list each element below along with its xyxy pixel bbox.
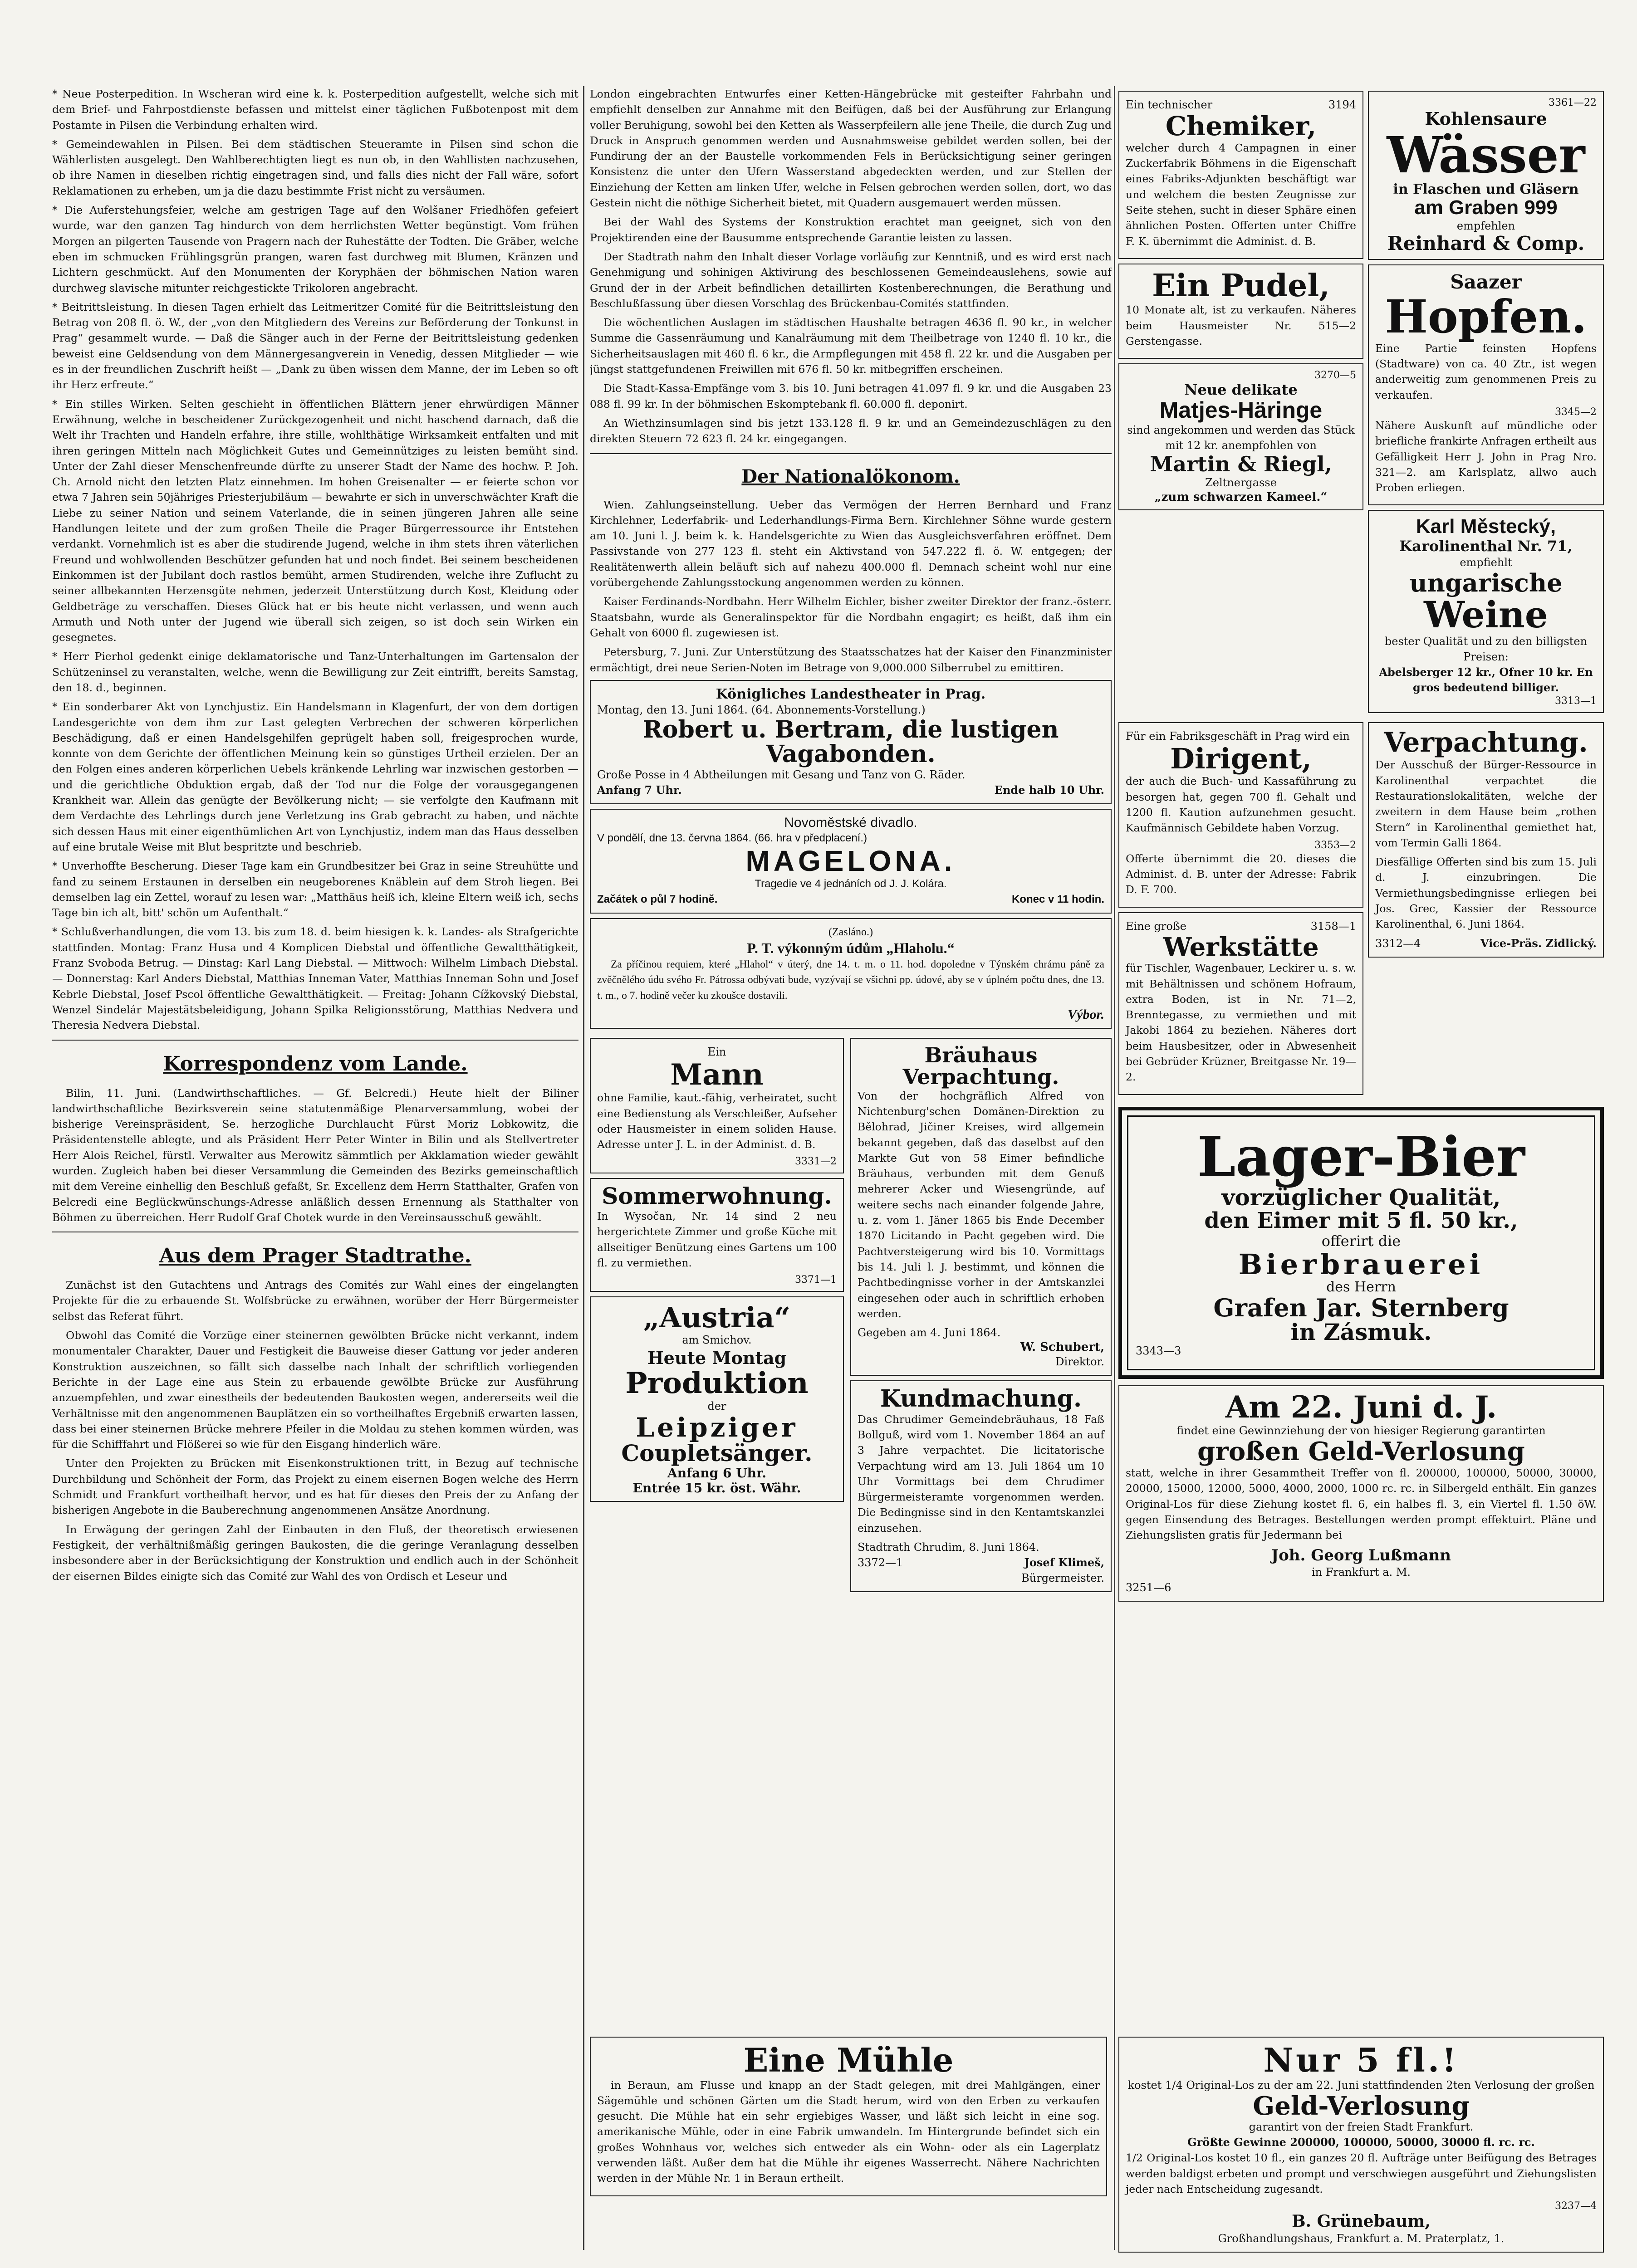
- ad-text: in Frankfurt a. M.: [1311, 1566, 1411, 1579]
- ad-title: P. T. výkonným údům „Hlaholu.“: [747, 940, 955, 957]
- ad-number: 3251—6: [1126, 1581, 1171, 1594]
- ad-text: Eine Partie feinsten Hopfens (Stadtware) von ca. 40 Ztr., ist wegen anderweitig zum genommenen Preis zu verkaufen.: [1375, 342, 1597, 401]
- news-paragraph: Bei der Wahl des Systems der Konstruktion erachtet man geeignet, sich von den Projektirenden eine der Bausumme entsprechende Garantie leisten zu lassen.: [590, 215, 1112, 244]
- sommer-ad: [590, 1178, 844, 1292]
- news-paragraph: * Beitrittsleistung. In diesen Tagen erhielt das Leitmeritzer Comité für die Beitrittsleistung den Betrag von 208 fl. ö. W., der „von den Mitgliedern des Vereins zur Beförderung der Tonkunst in Prag“ gesammelt wurde. — Daß die Sänger auch in der Ferne der Beitrittsleistung gedenken beweist eine Geldsendung von dem Männergesangverein in Venedig, dessen Mitglieder — wie es in der freundlichen Zuschrift heißt — „Dank zu üben wissen dem Manne, der im Leben so oft ihr Herz erfreute.“: [52, 300, 578, 391]
- ad-title: Lager-Bier: [1197, 1124, 1525, 1189]
- ad-text: welcher durch 4 Campagnen in einer Zuckerfabrik Böhmens in die Eigenschaft eines Fabriks-Adjunkten beschäftigt war und welchem die besten Zeugnisse zur Seite stehen, sucht in dieser Sphäre einen ähnlichen Posten. Offerten unter Chiffre F. K. übernimmt die Administ. d. B.: [1126, 141, 1356, 248]
- section-heading: Korrespondenz vom Lande.: [163, 1052, 468, 1075]
- austria-ad: [590, 1296, 844, 1502]
- ad-text: Offerte übernimmt die 20. dieses die Administ. d. B. unter der Adresse: Fabrik D. F. 700.: [1126, 852, 1356, 896]
- mann-ad: [590, 1038, 844, 1173]
- ad-number: 3313—1: [1555, 695, 1597, 707]
- ad-title: Produktion: [625, 1366, 809, 1401]
- ad-text: Saazer: [1450, 270, 1522, 293]
- news-paragraph: * Ein stilles Wirken. Selten geschieht in öffentlichen Blättern jener ehrwürdigen Männer Erwähnung, welche in bescheidener Zurückgezogenheit und nicht haschend darnach, daß die Welt ihr Trachten und Handeln erfahre, ihre stille, wohlthätige Wirksamkeit entfalten und mit ihren geringen Mitteln nach Möglichkeit Gutes und Gemeinnütziges zu leisten bemüht sind. Unter der Zahl dieser Menschenfreunde dürfte zu unserer Stadt der Name des hochw. P. Joh. Ch. Arnold nicht den letzten Platz einnehmen. Im hohen Greisenalter — er feierte schon vor etwa 7 Jahren sein 50jähriges Priesterjubiläum — bewahrte er sich in unverschwächter Kraft die Liebe zu seiner Nation und seinem Vaterlande, die in seinen jüngeren Jahren alle seine Handlungen leitete und der zum großen Theile die Prager Bürgerressource ihr Entstehen verdankt. Vornehmlich ist es aber die studirende Jugend, welche in ihm stets ihren väterlichen Freund und wohlwollenden Beschützer gefunden hat und noch findet. Bei seinem bescheidenen Einkommen ist der Jubilant doch rastlos bemüht, armen Studirenden, welche ihre Zuflucht zu seiner allbekannten Herzensgüte nehmen, jederzeit Unterstützung durch Kost, Kleidung oder Geldbeträge zu verschaffen. Dieses Glück hat er bis heute nicht verlassen, und wenn auch Armuth und Noth unter der Jugend wie überall sich zeigen, so ist doch sein Wirken ein gesegnetes.: [52, 397, 578, 644]
- news-paragraph: Unter den Projekten zu Brücken mit Eisenkonstruktionen tritt, in Bezug auf technische Durchbildung und Schönheit der Form, das Projekt zu einem eisernen Bogen welche des Herrn Schmidt und Frankfurt vortheilhaft hervor, und es hat für dieses den Preis der zu Anfang der bisherigen Angebote in die Bauberechnung angenommenen Ansätze Anordnung.: [52, 1457, 578, 1517]
- ad-number: 3361—22: [1549, 97, 1597, 108]
- ad-number: 3270—5: [1314, 370, 1356, 381]
- ad-text: Konec v 11 hodin.: [1011, 893, 1104, 906]
- ad-title: Mann: [670, 1058, 764, 1092]
- weine-ad: [1368, 510, 1604, 713]
- news-paragraph: * Die Auferstehungsfeier, welche am gestrigen Tage auf den Wolšaner Friedhöfen gefeiert wurde, war den ganzen Tag hindurch von dem herrlichsten Wetter begünstigt. Vom frühen Morgen an pilgerten Tausende von Pragern nach der Ruhestätte der Todten. Die Gräber, welche eben im schmucken Frühlingsgrün prangen, waren fast durchweg mit Blumen, Kränzen und Lichtern geschmückt. Auf den Monumenten der Koryphäen der böhmischen Nation waren durchweg slavische mitunter reichgestickte Trikoloren angebracht.: [52, 204, 578, 294]
- divider: [590, 453, 1112, 454]
- ad-text: Stadtrath Chrudim, 8. Juni 1864.: [858, 1541, 1039, 1554]
- lager-bier-ad: [1118, 1107, 1604, 1379]
- ad-text: Diesfällige Offerten sind bis zum 15. Juli d. J. einzubringen. Die Vermiethungsbedingnisse erliegen bei Jos. Grec, Kassier der Ressource Karolinenthal, 6. Juni 1864.: [1375, 855, 1597, 931]
- ad-text: statt, welche in ihrer Gesammtheit Treffer von fl. 200000, 100000, 50000, 30000, 20000, 15000, 12000, 5000, 4000, 2000, 1000 rc. rc. in Silbergeld enthält. Ein ganzes Original-Los für diese Ziehung kostet fl. 6, ein halbes fl. 3, ein Viertel fl. 1.50 öW. gegen Einsendung des Betrages. Bestellungen werden prompt effektuirt. Pläne und Ziehungslisten gratis für Jedermann bei: [1126, 1466, 1597, 1542]
- ad-title: in Zásmuk.: [1290, 1319, 1432, 1346]
- ad-text: Entrée 15 kr. öst. Währ.: [632, 1480, 801, 1496]
- ad-text: Kohlensaure: [1425, 108, 1547, 129]
- news-paragraph: * Schlußverhandlungen, die vom 13. bis zum 18. d. beim hiesigen k. k. Landes- als Strafgerichte stattfinden. Montag: Franz Husa und 4 Komplicen Diebstal und öffentliche Gewaltthätigkeit, Franz Svoboda Betrug. — Dinstag: Karl Lang Diebstal. — Mittwoch: Wilhelm Limbach Diebstal. — Donnerstag: Karl Anders Diebstal, Matthias Inneman Vater, Matthias Inneman Sohn und Josef Kebrle Diebstal, Josef Pscol öffentliche Gewaltthätigkeit. — Freitag: Johann Cížkovský Diebstal, Wenzel Sindelár Majestätsbeleidigung, Johann Spilka Religionsstörung, Matthias Nedvera und Theresia Nedvera Diebstal.: [52, 925, 578, 1032]
- ad-title: Robert u. Bertram, die lustigen Vagabonden.: [642, 715, 1059, 768]
- ad-title: (Zasláno.): [828, 926, 873, 938]
- ad-text: Ende halb 10 Uhr.: [994, 783, 1104, 797]
- ad-text: Größte Gewinne 200000, 100000, 50000, 30000 fl. rc. rc.: [1187, 2136, 1535, 2149]
- ad-text: Für ein Fabriksgeschäft in Prag wird ein: [1126, 730, 1350, 743]
- ad-text: empfehlen: [1456, 219, 1515, 232]
- werkstatte-ad: [1118, 912, 1363, 1095]
- ad-text: der auch die Buch- und Kassaführung zu besorgen hat, gegen 700 fl. Gehalt und 1200 fl. Kaution aufzunehmen gesucht. Kaufmännisch Gebildete haben Vorzug.: [1126, 775, 1356, 835]
- ad-text: In Wysočan, Nr. 14 sind 2 neu hergerichtete Zimmer und große Küche mit allseitiger Benützung eines Gartens um 100 fl. zu vermiethen.: [597, 1209, 837, 1269]
- ad-text: Anfang 7 Uhr.: [597, 783, 682, 797]
- ad-text: Neue delikate: [1184, 381, 1298, 399]
- news-paragraph: * Gemeindewahlen in Pilsen. Bei dem städtischen Steueramte in Pilsen sind schon die Wählerlisten ausgelegt. Den Wahlberechtigten liegt es nun ob, in den Wahllisten nachzusehen, ob ihre Namen in dieselben richtig eingetragen sind, und falls dies nicht der Fall wäre, sofort Reklamationen zu erheben, um ja die dazu bestimmte Frist nicht zu versäumen.: [52, 137, 578, 197]
- chemiker-ad: [1118, 91, 1363, 259]
- ad-text: Gegeben am 4. Juni 1864.: [858, 1326, 1001, 1339]
- ad-number: 3237—4: [1555, 2200, 1597, 2212]
- ad-title: Wässer: [1387, 126, 1585, 184]
- ad-number: 3343—3: [1136, 1344, 1181, 1357]
- kundmachung-ad: [850, 1380, 1112, 1592]
- ad-number: 3345—2: [1555, 406, 1597, 418]
- ad-text: 1/2 Original-Los kostet 10 fl., ein ganzes 20 fl. Aufträge unter Beifügung des Betrages werden baldigst erbeten und prompt und verschwiegen ausgeführt und Ziehungslisten jeder nach Entscheidung zugesandt.: [1126, 2151, 1597, 2195]
- pudel-ad: [1118, 264, 1363, 359]
- ad-title: Joh. Georg Lußmann: [1271, 1546, 1451, 1565]
- news-paragraph: * Neue Posterpedition. In Wscheran wird eine k. k. Posterpedition aufgestellt, welche sich mit dem Brief- und Fahrpostdienste befassen und mittelst einer täglichen Fußbotenpost mit dem Postamte in Pilsen die Verbindung erhalten wird.: [52, 88, 578, 132]
- ad-text: „zum schwarzen Kameel.“: [1154, 490, 1328, 504]
- news-paragraph: Die Stadt-Kassa-Empfänge vom 3. bis 10. Juni betragen 41.097 fl. 9 kr. und die Ausgaben 23 088 fl. 99 kr. In der böhmischen Eskomptebank fl. 60.000 fl. deponirt.: [590, 382, 1112, 411]
- ad-title: Königliches Landestheater in Prag.: [716, 686, 986, 702]
- ad-title: Am 22. Juni d. J.: [1225, 1389, 1497, 1425]
- hopfen-ad: [1368, 264, 1604, 506]
- ad-text: Große Posse in 4 Abtheilungen mit Gesang und Tanz von G. Räder.: [597, 768, 966, 781]
- news-paragraph: Die wöchentlichen Auslagen im städtischen Haushalte betragen 4636 fl. 90 kr., in welcher Summe die Gassenräumung und Kanalräumung mit dem Theilbetrage von 1240 fl. 10 kr., die Sicherheitsauslagen mit 460 fl. 6 kr., die Armpflegungen mit 458 fl. 22 kr. und die Ausgaben per jüngst stattgefundenen Freiwillen mit 676 fl. 50 kr. mitbegriffen erscheinen.: [590, 316, 1112, 376]
- newspaper-page: [27, 77, 1606, 2268]
- ad-title: Dirigent,: [1170, 742, 1312, 776]
- ad-title: Bräuhaus: [924, 1043, 1038, 1068]
- news-paragraph: Zunächst ist den Gutachtens und Antrags des Comités zur Wahl eines der eingelangten Projekte für die zu erbauende St. Wolfsbrücke zu erwähnen, worüber der Herr Bürgermeister selbst das Referat führt.: [52, 1279, 578, 1323]
- ad-title: „Austria“: [643, 1301, 791, 1334]
- ad-title: Reinhard & Comp.: [1387, 232, 1585, 254]
- section-heading: Aus dem Prager Stadtrathe.: [159, 1244, 471, 1268]
- ad-text: des Herrn: [1326, 1279, 1396, 1295]
- ad-text: garantirt von der freien Stadt Frankfurt.: [1249, 2121, 1474, 2134]
- ad-text: Začátek o půl 7 hodině.: [597, 893, 718, 906]
- ad-text: Ein: [707, 1046, 726, 1059]
- theater-ad: [590, 680, 1112, 804]
- ad-text: Bürgermeister.: [1021, 1572, 1104, 1585]
- ad-title: großen Geld-Verlosung: [1197, 1437, 1525, 1467]
- ad-title: MAGELONA.: [745, 844, 956, 877]
- ad-title: Novoměstské divadlo.: [784, 815, 917, 830]
- ad-text: V pondělí, dne 13. června 1864. (66. hra v předplacení.): [597, 831, 868, 844]
- ad-text: für Tischler, Wagenbauer, Leckirer u. s. w. mit Behältnissen und schönem Hofraum, extra Boden, ist in Nr. 71—2, Brenntegasse, zu vermiethen und mit Jakobi 1864 zu beziehen. Näheres dort beim Hausbesitzer, oder in Abwesenheit bei Gebrüder Krüzner, Breitgasse Nr. 19—2.: [1126, 962, 1356, 1084]
- ad-text: Za příčinou requiem, které „Hlahol“ v úterý, dne 14. t. m. o 11. hod. dopoledne v Týnském chrámu páně za zvěčnělého údu svého Fr. Pátrossa odbývati bude, vyzývají se všichni pp. údové, aby se v úplném počtu dnes, dne 13. t. m., o 7. hodině večer ku zkoušce dostavili.: [597, 958, 1104, 1002]
- ad-text: Von der hochgräflich Alfred von Nichtenburg'schen Domänen-Direktion zu Bělohrad, Jičiner Kreises, wird allgemein bekannt gegeben, daß das daselbst auf den Markte Gut von 58 Eimer befindliche Bräuhaus, verbunden mit dem Genuß mehrerer Acker und Wiesengründe, auf weitere sechs nach einander folgende Jahre, u. z. vom 1. Jäner 1865 bis Ende December 1870 Licitando in Pacht gegeben wird. Die Pachtversteigerung wird bis 10. Vormittags bis 14. Juli l. J. bestimmt, und können die Pachtbedingnisse vorher in der Amtskanzlei eingesehen oder auch in schriftlich erhoben werden.: [858, 1089, 1104, 1320]
- ad-title: am Graben 999: [1414, 196, 1558, 219]
- column-2: [590, 86, 1112, 2023]
- ad-number: 3371—1: [795, 1274, 837, 1286]
- ad-title: Bierbrauerei: [1238, 1247, 1484, 1281]
- ad-signature: W. Schubert,: [1020, 1340, 1104, 1354]
- ad-text: 10 Monate alt, ist zu verkaufen. Näheres beim Hausmeister Nr. 515—2 Gerstengasse.: [1126, 303, 1356, 347]
- muhle-ad: [590, 2037, 1107, 2196]
- ad-title: Coupletsänger.: [621, 1440, 813, 1467]
- ad-text: Großhandlungshaus, Frankfurt a. M. Praterplatz, 1.: [1218, 2232, 1505, 2245]
- zaslano-notice: [590, 918, 1112, 1029]
- ad-text: empfiehlt: [1460, 556, 1512, 569]
- ad-title: Hopfen.: [1385, 289, 1587, 343]
- nur-5-fl-ad: [1118, 2037, 1604, 2253]
- ad-signature: Josef Klimeš,: [1024, 1556, 1104, 1569]
- ad-title: Kundmachung.: [880, 1385, 1082, 1413]
- news-paragraph: * Ein sonderbarer Akt von Lynchjustiz. Ein Handelsmann in Klagenfurt, der von dem dortigen Landesgerichte von dem ihm zur Last gelegten Verbrechen der schweren körperlichen Beschädigung, daß er einen Handelsgehilfen geprügelt haben soll, freigesprochen wurde, konnte von dem Gerichte der öffentlichen Meinung kein so günstiges Urtheil erzielen. Der an den Folgen eines anderen körperlichen Uebels kränkende Lehrling war inzwischen gestorben — und die gerichtliche Obduktion ergab, daß der Tod nur die Folge der vorausgegangenen Krankheit war. Allein das genügte der Bevölkerung nicht; — sie verfolgte den Kaufmann mit dem Verdachte des Lehrlings durch jene Verletzung ins Grab gebracht zu haben, und nächte sich dessen Haus mit einer eigenthümlichen Art von Lynchjustiz, indem man das Haus desselben auf eine brutale Weise mit Blut bespritzte und beschrieb.: [52, 700, 578, 853]
- ad-number: 3312—4: [1375, 937, 1421, 950]
- column-divider: [583, 86, 584, 2250]
- ad-title: Eine Mühle: [743, 2041, 954, 2079]
- ad-title: Sommerwohnung.: [602, 1183, 832, 1210]
- news-paragraph: Bilin, 11. Juni. (Landwirthschaftliches. — Gf. Belcredi.) Heute hielt der Biliner landwirthschaftliche Bezirksverein seine statutenmäßige Plenarversammlung, wobei der bisherige Vereinspräsident, Se. herzogliche Durchlaucht Fürst Moriz Lobkowitz, die Präsidentenstelle ablegte, und als Präsident Herr Peter Winter in Bilin und als Stellvertreter Herr Alois Reichel, fürstl. Verwalter aus Merowitz sämmtlich per Akklamation wieder gewählt wurden. Zugleich haben bei dieser Versammlung die Gemeinden des Bezirks gemeinschaftlich mit dem Vereine einhellig den Beschluß gefaßt, Sr. Excellenz dem Herrn Statthalter, Grafen von Belcredi eine Beglückwünschungs-Adresse anläßlich dessen Ernennung als Statthalter von Böhmen zu überreichen. Herr Rudolf Graf Chotek wurde in den Vereinsausschuß gewählt.: [52, 1086, 578, 1224]
- ad-title: Ein Pudel,: [1152, 267, 1330, 304]
- ad-number: 3158—1: [1310, 919, 1356, 933]
- news-paragraph: Petersburg, 7. Juni. Zur Unterstützung des Staatsschatzes hat der Kaiser den Finanzminister ermächtigt, drei neue Serien-Noten im Betrage von 9,000.000 Silberrubel zu emittiren.: [590, 645, 1112, 674]
- ad-text: Abelsberger 12 kr., Ofner 10 kr. En gros bedeutend billiger.: [1379, 665, 1593, 694]
- column-1: [52, 86, 578, 2245]
- ad-text: findet eine Gewinnziehung der von hiesiger Regierung garantirten: [1176, 1424, 1546, 1437]
- wasser-ad: [1368, 91, 1604, 260]
- ad-number: 3194: [1328, 98, 1356, 111]
- ad-text: in Flaschen und Gläsern: [1393, 181, 1579, 197]
- ad-text: ohne Familie, kaut.-fähig, verheiratet, sucht eine Bedienstung als Verschleißer, Aufseher oder Hausmeister in einem soliden Hause. Adresse unter J. L. in der Administ. d. B.: [597, 1091, 837, 1151]
- ad-title: Werkstätte: [1163, 932, 1319, 962]
- news-paragraph: An Wiethzinsumlagen sind bis jetzt 133.128 fl. 9 kr. und an Gemeindezuschlägen zu den direkten Steuern 72 623 fl. 24 kr. eingegangen.: [590, 416, 1112, 445]
- divider: [52, 1040, 578, 1041]
- ad-text: Montag, den 13. Juni 1864. (64. Abonnements-Vorstellung.): [597, 703, 926, 716]
- ad-title: Nur 5 fl.!: [1263, 2041, 1459, 2079]
- ad-signature: Výbor.: [1068, 1007, 1104, 1022]
- ad-title: Grafen Jar. Sternberg: [1213, 1293, 1509, 1322]
- ad-text: Ein technischer: [1126, 98, 1213, 111]
- column-divider: [1114, 86, 1115, 2250]
- ad-text: Eine große: [1126, 919, 1187, 933]
- ad-title: Leipziger: [636, 1412, 798, 1443]
- ad-title: Weine: [1424, 593, 1548, 636]
- ad-text: Karolinenthal Nr. 71,: [1399, 537, 1573, 555]
- ad-text: Nähere Auskunft auf mündliche oder briefliche frankirte Anfragen ertheilt aus Gefälligkeit Herr J. John in Prag Nro. 321—2. am Karlsplatz, allwo auch Proben erliegen.: [1375, 419, 1597, 494]
- verpachtung-ad: [1368, 722, 1604, 957]
- ad-text: Zeltnergasse: [1205, 476, 1277, 489]
- ad-text: offerirt die: [1321, 1232, 1401, 1250]
- ad-text: sind angekommen und werden das Stück mit 12 kr. anempfohlen von: [1127, 423, 1355, 452]
- ad-title: Matjes-Häringe: [1159, 397, 1323, 423]
- news-paragraph: In Erwägung der geringen Zahl der Einbauten in den Fluß, der theoretisch erwiesenen Festigkeit, der verhältnißmäßig geringen Baukosten, die die geringe Veranlagung desselben insbesondere aber in der Berücksichtigung der Konstruktion und endlich auch in der Schönheit der eisernen Bildes einigte sich das Comité zur Wahl des von Ordisch et Leseur und: [52, 1523, 578, 1583]
- ad-text: Tragedie ve 4 jednáních od J. J. Kolára.: [755, 878, 947, 890]
- ad-text: am Smichov.: [682, 1334, 752, 1347]
- brauhaus-ad: [850, 1038, 1112, 1376]
- dirigent-ad: [1118, 722, 1363, 907]
- ad-number: 3331—2: [795, 1156, 837, 1168]
- czech-theater-ad: [590, 809, 1112, 914]
- column-3: [1118, 86, 1604, 2023]
- ad-text: den Eimer mit 5 fl. 50 kr.,: [1204, 1208, 1518, 1234]
- ad-text: Direktor.: [1055, 1355, 1104, 1369]
- ad-text: Das Chrudimer Gemeindebräuhaus, 18 Faß Bollguß, wird vom 1. November 1864 an auf 3 Jahre verpachtet. Die licitatorische Verpachtung wird am 13. Juli 1864 um 10 Uhr Vormittags bei dem Chrudimer Bürgermeisteramte vorgenommen werden. Die Bedingnisse sind in den Kentamtskanzlei einzusehen.: [858, 1413, 1104, 1535]
- ad-title: Verpachtung.: [1384, 727, 1588, 759]
- news-paragraph: * Unverhoffte Bescherung. Dieser Tage kam ein Grundbesitzer bei Graz in seine Streuhütte und fand zu seinem Erstaunen in derselben ein neugeborenes Knäblein auf dem Stroh liegen. Bei demselben lag ein Zettel, worauf zu lesen war: „Matthäus heiß ich, kleine Eltern weiß ich, sechs Tage bin ich alt, bitt' schön um Aufenthalt.“: [52, 860, 578, 919]
- ad-text: kostet 1/4 Original-Los zu der am 22. Juni stattfindenden 2ten Verlosung der großen: [1127, 2078, 1595, 2092]
- ad-title: B. Grünebaum,: [1292, 2212, 1431, 2231]
- section-heading: Der Nationalökonom.: [741, 465, 960, 487]
- ad-text: vorzüglicher Qualität,: [1221, 1183, 1501, 1211]
- ad-title: Chemiker,: [1165, 111, 1317, 142]
- news-paragraph: * Herr Pierhol gedenkt einige deklamatorische und Tanz-Unterhaltungen im Gartensalon der Schützeninsel zu veranstalten, welche, wenn die Bewilligung zur Zeit eintrifft, bereits Samstag, den 18. d., beginnen.: [52, 650, 578, 694]
- news-paragraph: Obwohl das Comité die Vorzüge einer steinernen gewölbten Brücke nicht verkannt, indem monumentaler Charakter, Dauer und Festigkeit die Bauweise dieser Gattung vor jeder anderen Konstruktion auszeichnen, so fällt sich dasselbe nach Inhalt der schriftlich vorliegenden Berichte in der Lage eine aus Stein zu erbauende gewölbte Brücke zur Ausführung anzuempfehlen, und zwar einestheils der bedeutenden Baukosten wegen, andererseits weil die Verhältnisse mit den angenommenen Bauplätzen ein so vortheilhaftes Ergebniß erwarten lassen, dass bei einer steinernen Brücke mehrere Pfeiler in die Moldau zu stehen kommen würden, was für die Schifffahrt und Flößerei so wie für den Eisgang hinderlich wäre.: [52, 1329, 578, 1451]
- news-paragraph: Wien. Zahlungseinstellung. Ueber das Vermögen der Herren Bernhard und Franz Kirchlehner, Lederfabrik- und Lederhandlungs-Firma Bern. Kirchlehner Söhne wurde gestern am 10. Juni l. J. beim k. k. Handelsgerichte zu Wien das Ausgleichsverfahren eröffnet. Dem Passivstande von 277 123 fl. steht ein Aktivstand von 547.222 fl. ö. W. entgegen; der Realitätenwerth allein beläuft sich auf nahezu 400.000 fl. Demnach scheint wohl nur eine vorübergehende Zahlungsstockung angenommen werden zu können.: [590, 498, 1112, 589]
- ad-signature: Vice-Präs. Zidlický.: [1480, 936, 1597, 950]
- ad-text: bester Qualität und zu den billigsten Preisen:: [1384, 635, 1588, 664]
- news-paragraph: London eingebrachten Entwurfes einer Ketten-Hängebrücke mit gesteifter Fahrbahn und empfiehlt denselben zur Annahme mit den Beifügen, daß bei der Ausführung zur Erlangung voller Beruhigung, sowohl bei den Ketten als Wasserpfeilern alle jene Theile, die durch Zug und Druck in Anspruch genommen werden und Ausnahmsweise gebildet werden sollen, bei der Fundirung der an der Baustelle vorkommenden Fels in Berücksichtigung seiner geringen Konsistenz die unter den Ufern Wasserstand abgedeckten werden, und zur Stellen der Einziehung der Ketten am linken Ufer, welche in Felsen gebrochen werden sollen, dort, wo das Gestein nicht die nöthige Sicherheit bietet, mit Quadern ausgemauert werden müssen.: [590, 88, 1112, 210]
- news-paragraph: Kaiser Ferdinands-Nordbahn. Herr Wilhelm Eichler, bisher zweiter Direktor der franz.-österr. Staatsbahn, wurde als Generalinspektor für die Nordbahn engagirt; es heißt, daß ihm ein Gehalt von 6000 fl. zugewiesen ist.: [590, 595, 1112, 639]
- matjes-ad: [1118, 363, 1363, 510]
- ad-title: Karl Městecký,: [1416, 515, 1556, 538]
- ad-text: in Beraun, am Flusse und knapp an der Stadt gelegen, mit drei Mahlgängen, einer Sägemühle und schönen Gärten um die Stadt herum, wird von den Erben zu verkaufen gesucht. Die Mühle hat ein sehr ergiebiges Wasser, und läßt sich leicht in eine sog. amerikanische Mühle, oder in eine Fabrik umwandeln. Im Hintergrunde befindet sich ein großes Wohnhaus vor, welches sich entweder als ein Wohn- oder als ein Lagerplatz verwenden läßt. Außer dem hat die Mühle ihr eigenes Wasserrecht. Nähere Nachrichten werden in der Mühle Nr. 1 in Beraun ertheilt.: [597, 2078, 1100, 2185]
- ad-title: Martin & Riegl,: [1150, 451, 1332, 476]
- ad-number: 3372—1: [858, 1556, 903, 1569]
- ad-text: der: [707, 1400, 726, 1413]
- ad-number: 3353—2: [1314, 839, 1356, 851]
- ad-text: Anfang 6 Uhr.: [667, 1465, 766, 1481]
- ad-text: Der Ausschuß der Bürger-Ressource in Karolinenthal verpachtet die Restaurationslokalitäten, welche der zweitern in dem Hause beim „rothen Stern“ in Karolinenthal gemiethet hat, vom Termin Galli 1864.: [1375, 758, 1597, 849]
- ad-title: Geld-Verlosung: [1253, 2091, 1470, 2121]
- ad-title: Verpachtung.: [902, 1065, 1059, 1090]
- news-paragraph: Der Stadtrath nahm den Inhalt dieser Vorlage vorläufig zur Kenntniß, und es wird erst nach Genehmigung und sohinigen Aktivirung des beschlossenen Gemeindeauslehens, sowie auf Grund der in der Arbeit befindlichen detaillirten Kostenberechnungen, die Berathung und Beschlußfassung über diesen Vorschlag des Brückenbau-Comités stattfinden.: [590, 250, 1112, 310]
- ad-title: ungarische: [1409, 568, 1563, 597]
- ad-text: Heute Montag: [647, 1348, 787, 1369]
- verlosung-ad: [1118, 1385, 1604, 1602]
